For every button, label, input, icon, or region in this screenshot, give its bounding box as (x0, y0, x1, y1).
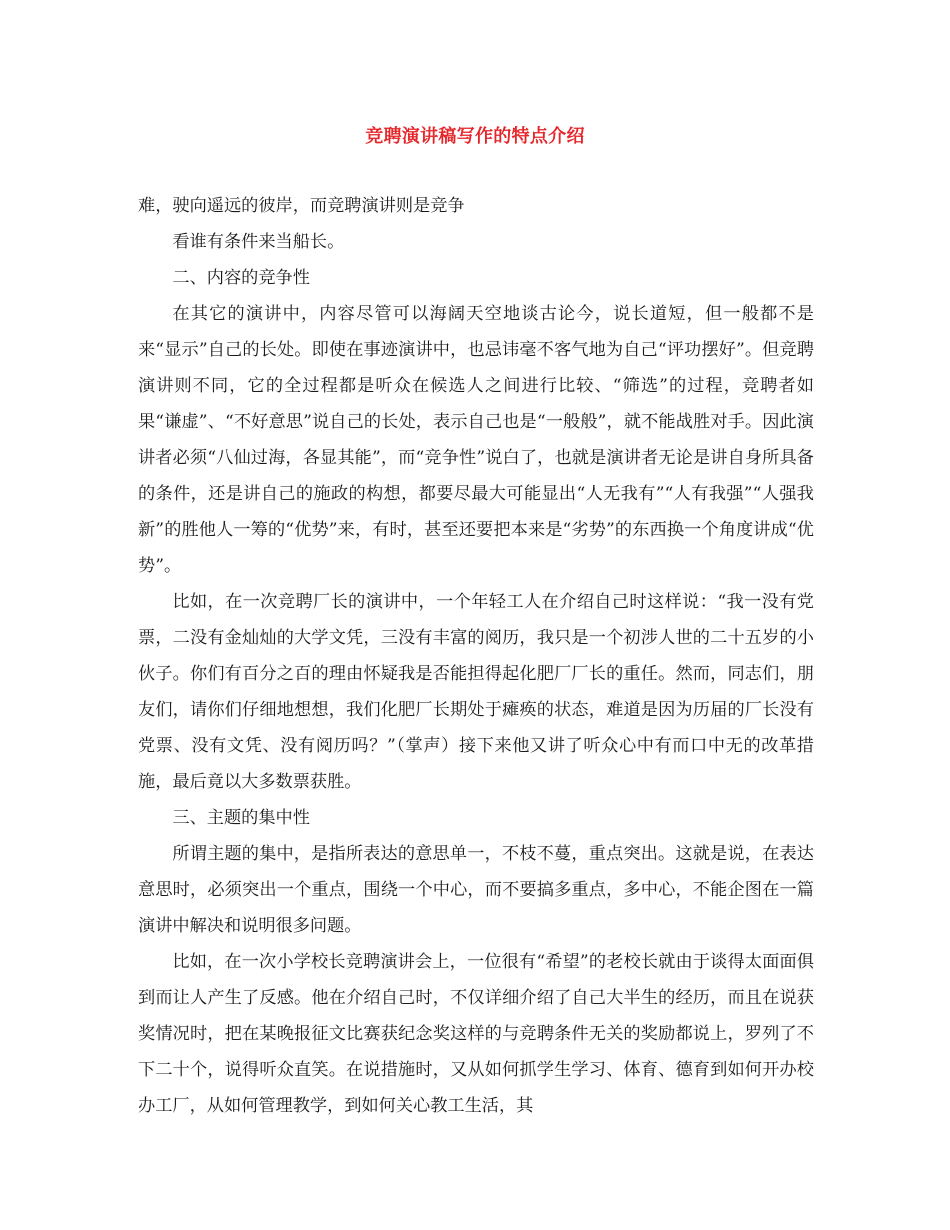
section-heading-focus: 三、主题的集中性 (172, 808, 310, 828)
paragraph-captain: 看谁有条件来当船长。 (172, 232, 345, 252)
paragraph-focus: 所谓主题的集中，是指所表达的意思单一，不枝不蔓，重点突出。这就是说，在表达意思时，必须突出一个重点，围绕一个中心，而不要搞多重点，多中心，不能企图在一篇演讲中解决和说明很多问题。 (138, 844, 814, 936)
paragraph-competitiveness: 在其它的演讲中，内容尽管可以海阔天空地谈古论今，说长道短，但一般都不是来“显示”自己的长处。即使在事迹演讲中，也忌讳毫不客气地为自己“评功摆好”。但竞聘演讲则不同，它的全过程都是听众在候选人之间进行比较、“筛选”的过程，竞聘者如果“谦虚”、“不好意思”说自己的长处，表示自己也是“一般般”，就不能战胜对手。因此演讲者必须“八仙过海，各显其能”，而“竞争性”说白了，也就是演讲者无论是讲自身所具备的条件，还是讲自己的施政的构想，都要尽最大可能显出“人无我有”“人有我强”“人强我 新”的胜他人一筹的“优势”来，有时，甚至还要把本来是“劣势”的东西换一个角度讲成“优势”。 (138, 304, 814, 576)
paragraph-factory-example: 比如，在一次竞聘厂长的演讲中，一个年轻工人在介绍自己时这样说：“我一没有党票，二没有金灿灿的大学文凭，三没有丰富的阅历，我只是一个初涉人世的二十五岁的小伙子。你们有百分之百的理由怀疑我是否能担得起化肥厂厂长的重任。然而，同志们，朋友们，请你们仔细地想想，我们化肥厂长期处于瘫痪的状态，难道是因为历届的厂长没有党票、没有文凭、没有阅历吗？”（掌声）接下来他又讲了听众心中有而口中无的改革措施，最后竟以大多数票获胜。 (138, 592, 814, 792)
section-heading-competitiveness: 二、内容的竞争性 (172, 268, 310, 288)
paragraph-principal-example: 比如，在一次小学校长竞聘演讲会上，一位很有“希望”的老校长就由于谈得太面面俱到而让人产生了反感。他在介绍自己时，不仅详细介绍了自己大半生的经历，而且在说获奖情况时，把在某晚报征文比赛获纪念奖这样的与竞聘条件无关的奖励都说上，罗列了不下二十个，说得听众直笑。在说措施时，又从如何抓学生学习、体育、德育到如何开办校办工厂，从如何管理教学，到如何关心教工生活，其 (138, 952, 814, 1116)
document-title: 竞聘演讲稿写作的特点介绍 (365, 126, 585, 147)
paragraph-continuation: 难，驶向遥远的彼岸，而竞聘演讲则是竞争 (138, 196, 465, 216)
document-body (138, 188, 814, 1124)
